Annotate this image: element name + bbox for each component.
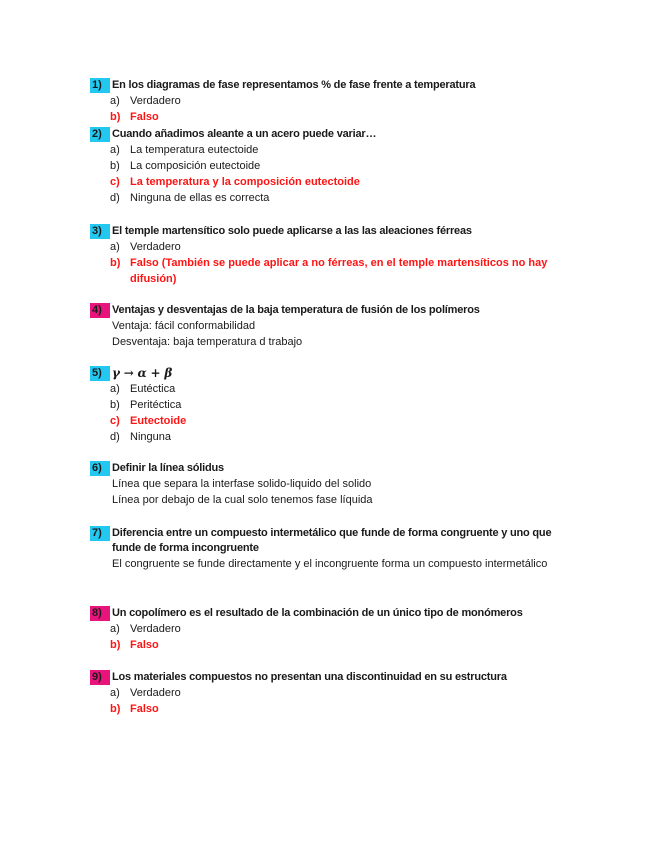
question-text: Los materiales compuestos no presentan una discontinuidad en su estructura	[112, 671, 507, 683]
question-number: 2)	[90, 127, 110, 142]
question-number: 6)	[90, 461, 110, 476]
question-number: 4)	[90, 303, 110, 318]
question-text: Un copolímero es el resultado de la combinación de un único tipo de monómeros	[112, 607, 523, 619]
answer-line: Ventaja: fácil conformabilidad	[112, 320, 256, 332]
answer-line: Línea por debajo de la cual solo tenemos fase líquida	[112, 494, 373, 506]
option-a: a) Verdadero	[110, 687, 181, 699]
question-1	[90, 78, 560, 125]
question-text: Ventajas y desventajas de la baja temperatura de fusión de los polímeros	[112, 304, 480, 316]
option-a: a) Eutéctica	[110, 383, 176, 395]
question-6	[90, 461, 560, 508]
reaction-formula: γ → α + β	[112, 366, 173, 380]
option-b-correct: b) Falso	[110, 111, 159, 123]
question-text: En los diagramas de fase representamos % de fase frente a temperatura	[112, 79, 476, 91]
question-number: 3)	[90, 224, 110, 239]
answer-line: Desventaja: baja temperatura d trabajo	[112, 336, 303, 348]
option-c-correct: c) Eutectoide	[110, 415, 187, 427]
option-a: a) Verdadero	[110, 623, 181, 635]
option-a: a) La temperatura eutectoide	[110, 144, 259, 156]
option-a: a) Verdadero	[110, 95, 181, 107]
option-b-correct: b) Falso	[110, 639, 159, 651]
option-d: d) Ninguna	[110, 431, 171, 443]
question-number: 5)	[90, 366, 110, 381]
option-b-correct: b) Falso (También se puede aplicar a no férreas, en el temple martensíticos no hay difusión)	[110, 257, 548, 285]
question-3	[90, 224, 560, 287]
question-text: El temple martensítico solo puede aplicarse a las las aleaciones férreas	[112, 225, 472, 237]
question-number: 9)	[90, 670, 110, 685]
option-b: b) Peritéctica	[110, 399, 182, 411]
question-5	[90, 366, 560, 445]
question-number: 7)	[90, 526, 110, 541]
option-b: b) La composición eutectoide	[110, 160, 261, 172]
question-text: Cuando añadimos aleante a un acero puede variar…	[112, 128, 377, 140]
question-7	[90, 526, 560, 572]
question-8	[90, 606, 560, 653]
question-4	[90, 303, 560, 350]
question-number: 1)	[90, 78, 110, 93]
answer-line: Línea que separa la interfase solido-liquido del solido	[112, 478, 372, 490]
question-text: Diferencia entre un compuesto intermetálico que funde de forma congruente y uno que funde de forma incongruente	[112, 527, 552, 554]
option-b-correct: b) Falso	[110, 703, 159, 715]
question-text: Definir la línea sólidus	[112, 462, 224, 474]
question-2	[90, 127, 560, 206]
option-d: d) Ninguna de ellas es correcta	[110, 192, 270, 204]
option-a: a) Verdadero	[110, 241, 181, 253]
option-c-correct: c) La temperatura y la composición eutectoide	[110, 176, 360, 188]
answer-line: El congruente se funde directamente y el incongruente forma un compuesto intermetálico	[112, 558, 548, 570]
question-9	[90, 670, 560, 717]
question-number: 8)	[90, 606, 110, 621]
